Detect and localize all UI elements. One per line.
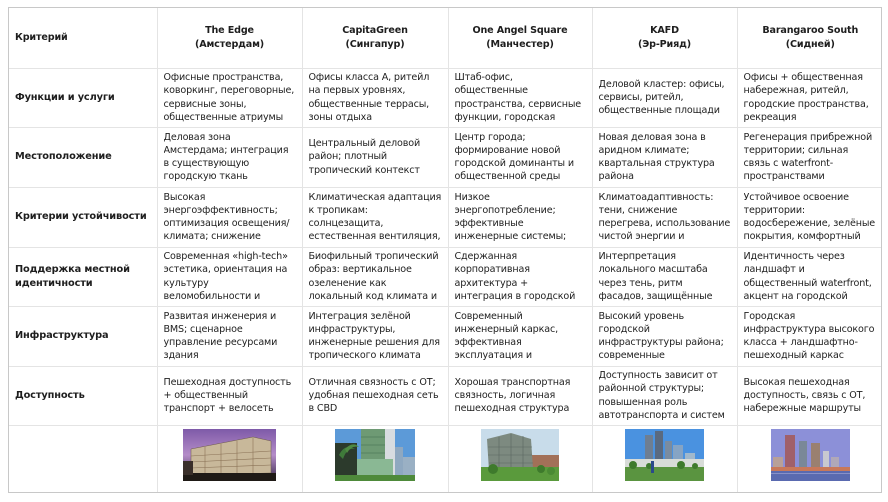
project-name: CapitaGreen — [342, 25, 408, 37]
image-cell — [592, 425, 737, 493]
cell-text: Низкое энергопотребление; эффективные инженерные системы; — [454, 191, 567, 243]
cell-text: Штаб-офис, общественные пространства, сервисные функции, городская — [454, 72, 582, 123]
criterion-cell: Поддержка местной идентичности — [9, 247, 157, 306]
project-header — [448, 8, 592, 68]
project-name: One Angel Square — [472, 25, 568, 37]
project-name: Barangaroo South — [762, 25, 859, 37]
cell-text: Устойчивое освоение территории: водосбережение, зелёные покрытия, комфортный — [743, 191, 876, 243]
table-cell — [592, 127, 737, 187]
table-cell — [737, 127, 882, 187]
project-city: (Сидней) — [785, 38, 835, 50]
capitagreen-photo — [335, 429, 415, 481]
cell-text: Деловая зона Амстердама; интеграция в существующую городскую ткань — [163, 131, 289, 183]
the-edge-photo — [183, 429, 276, 481]
project-header — [302, 8, 448, 68]
cell-text: Интеграция зелёной инфраструктуры, инженерные решения для тропического климата — [308, 310, 440, 362]
project-name: KAFD — [650, 25, 679, 37]
cell-text: Офисы + общественная набережная, ритейл, городские пространства, рекреация — [743, 72, 869, 123]
project-city: (Амстердам) — [194, 38, 265, 50]
table-cell — [302, 187, 448, 247]
criterion-cell: Местоположение — [9, 127, 157, 187]
criterion-header: Критерий — [9, 8, 157, 68]
table-cell — [448, 306, 592, 366]
comparison-table-frame — [8, 7, 882, 493]
table-cell — [592, 187, 737, 247]
cell-text: Идентичность через ландшафт и общественный waterfront, акцент на городской — [743, 251, 872, 302]
project-header — [157, 8, 302, 68]
cell-text: Развитая инженерия и BMS; сценарное управление ресурсами здания — [163, 310, 278, 362]
cell-text: Хорошая транспортная связность, логичная пешеходная структура — [454, 376, 571, 415]
cell-text: Высокий уровень городской инфраструктуры района; современные — [598, 310, 724, 362]
project-city: (Манчестер) — [486, 38, 554, 50]
cell-text: Современная «high-tech» эстетика, ориентация на культуру веломобильности и — [163, 251, 288, 302]
table-cell — [302, 247, 448, 306]
table-cell — [592, 366, 737, 425]
project-city: (Эр-Рияд) — [638, 38, 691, 50]
table-cell — [737, 306, 882, 366]
image-cell — [157, 425, 302, 493]
criterion-cell: Инфраструктура — [9, 306, 157, 366]
project-header — [592, 8, 737, 68]
table-cell — [592, 247, 737, 306]
table-cell — [157, 306, 302, 366]
table-cell — [448, 68, 592, 127]
cell-text: Новая деловая зона в аридном климате; квартальная структура района — [598, 131, 715, 183]
table-row — [9, 187, 882, 247]
table-cell — [302, 127, 448, 187]
table-cell — [157, 68, 302, 127]
table-row — [9, 127, 882, 187]
project-city: (Сингапур) — [345, 38, 405, 50]
criterion-cell: Доступность — [9, 366, 157, 425]
table-row — [9, 306, 882, 366]
cell-text: Городская инфраструктура высокого класса + ландшафтно-пешеходный каркас — [743, 310, 875, 362]
empty-cell — [9, 425, 157, 493]
cell-text: Офисные пространства, коворкинг, переговорные, сервисные зоны, общественные атриумы — [163, 72, 295, 123]
cell-text: Центр города; формирование новой городской доминанты и общественной среды — [454, 131, 574, 183]
cell-text: Офисы класса А, ритейл на первых уровнях, общественные террасы, зоны отдыха — [308, 72, 430, 123]
criterion-cell: Критерии устойчивости — [9, 187, 157, 247]
table-cell — [592, 68, 737, 127]
table-header-row — [9, 8, 882, 68]
table-row — [9, 68, 882, 127]
table-cell — [157, 247, 302, 306]
table-cell — [157, 366, 302, 425]
kafd-photo — [625, 429, 704, 481]
barangaroo-photo — [771, 429, 850, 481]
table-cell — [302, 68, 448, 127]
cell-text: Центральный деловой район; плотный тропический контекст — [308, 138, 421, 176]
cell-text: Деловой кластер: офисы, сервисы, ритейл, общественные площади — [598, 78, 725, 117]
table-cell — [592, 306, 737, 366]
image-row — [9, 425, 882, 493]
table-cell — [448, 247, 592, 306]
criterion-cell: Функции и услуги — [9, 68, 157, 127]
table-cell — [302, 366, 448, 425]
cell-text: Доступность зависит от районной структуры; повышенная роль автотранспорта и систем — [598, 370, 725, 421]
table-cell — [302, 306, 448, 366]
one-angel-square-photo — [481, 429, 559, 481]
table-cell — [737, 68, 882, 127]
cell-text: Регенерация прибрежной территории; сильная связь с waterfront-пространствами — [743, 131, 873, 183]
cell-text: Отличная связность с ОТ; удобная пешеходная сеть в CBD — [308, 376, 439, 415]
comparison-table — [9, 8, 882, 493]
cell-text: Климатоадаптивность: тени, снижение перегрева, использование чистой энергии и — [598, 191, 731, 243]
cell-text: Высокая энергоэффективность; оптимизация освещения/ климата; снижение — [163, 191, 290, 243]
cell-text: Сдержанная корпоративная архитектура + интеграция в городской — [454, 251, 576, 302]
table-cell — [448, 187, 592, 247]
table-cell — [737, 247, 882, 306]
table-cell — [737, 366, 882, 425]
table-cell — [448, 366, 592, 425]
cell-text: Биофильный тропический образ: вертикальное озеленение как локальный код климата и — [308, 251, 439, 302]
table-row — [9, 366, 882, 425]
table-cell — [157, 187, 302, 247]
cell-text: Пешеходная доступность + общественный транспорт + велосеть — [163, 376, 292, 415]
cell-text: Интерпретация локального масштаба через тень, ритм фасадов, защищённые — [598, 251, 713, 302]
project-header — [737, 8, 882, 68]
image-cell — [737, 425, 882, 493]
cell-text: Современный инженерный каркас, эффективная эксплуатация и — [454, 310, 559, 362]
cell-text: Высокая пешеходная доступность, связь с ОТ, набережные маршруты — [743, 376, 866, 415]
table-cell — [157, 127, 302, 187]
image-cell — [302, 425, 448, 493]
table-cell — [448, 127, 592, 187]
image-cell — [448, 425, 592, 493]
cell-text: Климатическая адаптация к тропикам: солнцезащита, естественная вентиляция, — [308, 191, 442, 243]
project-name: The Edge — [205, 25, 254, 37]
table-cell — [737, 187, 882, 247]
table-row — [9, 247, 882, 306]
